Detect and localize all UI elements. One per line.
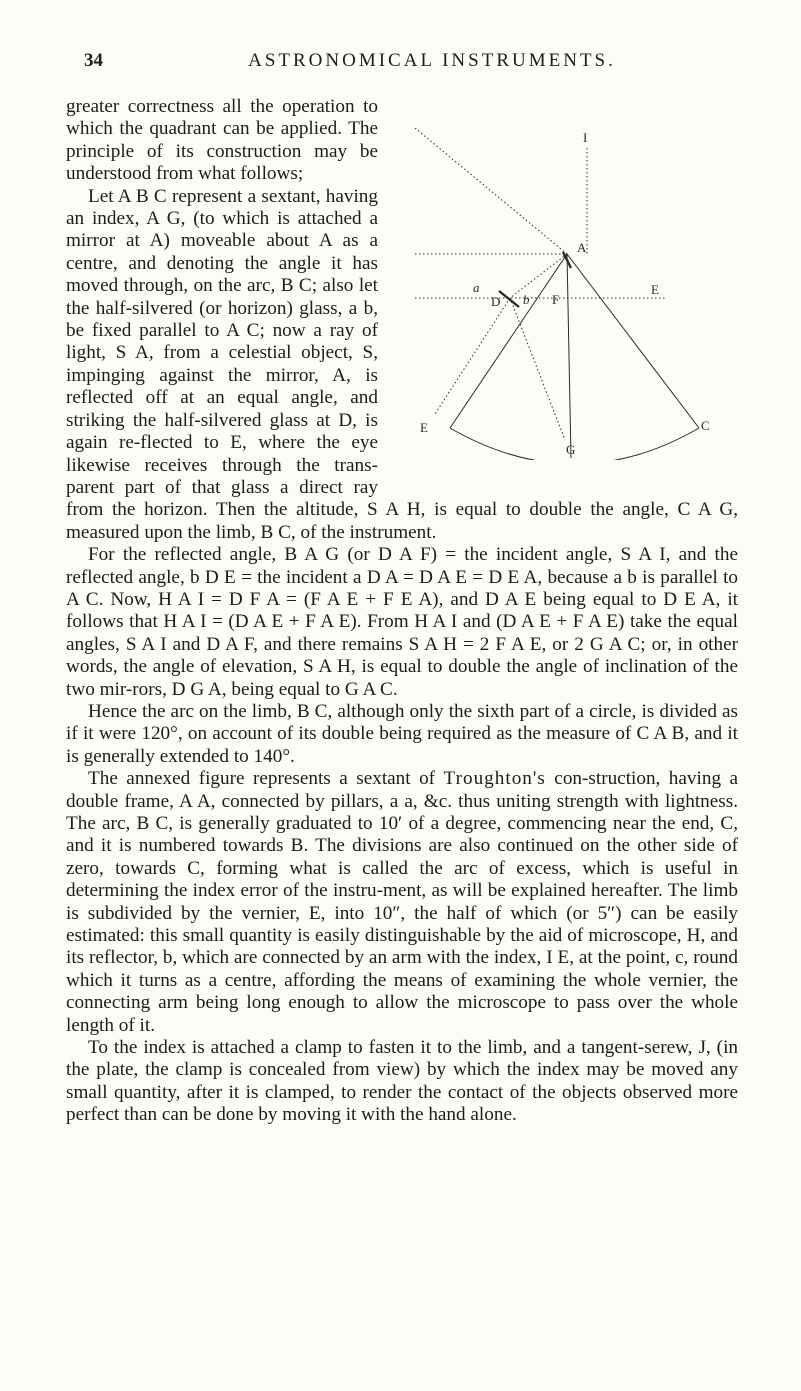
ray-sa — [415, 128, 567, 254]
paragraph-proof: For the reflected angle, B A G (or D A F) = the incident angle, S A I, and the reflected angle, b D E = the incident a D A = D A E = D E A, because a b is parallel to A C. Now, H A I = D F A = (F A E + F E A), and D A E being equal to D E A, it follows that H A I = (D A E + F A E). From H A I and (D A E + F A E) take the equal angles, S A I and D A F, and there remains S A H = 2 F A E, or 2 G A C; or, in other words, the angle of elevation, S A H, is equal to double the angle of inclination of the two mir-rors, D G A, being equal to G A C. — [66, 544, 738, 700]
paragraph-troughton — [66, 768, 738, 1037]
label-e-lower: E — [420, 420, 428, 435]
paragraph-arc-division: Hence the arc on the limb, B C, although only the sixth part of a circle, is divided as if it were 120°, on account of its double being required as the measure of C A B, and it is generally extended to 140°. — [66, 700, 738, 767]
label-b: b — [523, 292, 530, 307]
label-i: I — [583, 130, 588, 145]
running-title: ASTRONOMICAL INSTRUMENTS. — [248, 50, 616, 71]
sextant-diagram — [415, 128, 735, 460]
troughton-body-text: con-struction, having a double frame, A A, connected by pillars, a a, &c. thus uniting strength with lightness. The arc, B C, is generally graduated to 10′ of a degree, commencing near the end, C, and it is numbered towards B. The divisions are also continued on the other side of zero, towards C, forming what is called the arc of excess, which is useful in determining the index error of the instru-ment, as will be explained hereafter. The limb is subdivided by the vernier, E, into 10″, the half of which (or 5″) can be easily estimated: this small quantity is easily distinguishable by the aid of microscope, H, and its reflector, b, which are connected by an arm with the index, I E, at the point, c, round which it turns as a centre, affording the means of examining the whole vernier, the connecting arm being long enough to allow the microscope to pass over the whole length of it. — [66, 768, 739, 1036]
page-header — [84, 50, 724, 80]
label-c: C — [701, 418, 710, 433]
label-a-upper: A — [577, 240, 587, 255]
label-g: G — [566, 442, 576, 457]
page-number: 34 — [84, 50, 103, 71]
troughton-name: Troughton's — [443, 768, 546, 790]
sextant-diagram-svg — [415, 128, 735, 460]
ray-dg — [510, 298, 565, 440]
side-ab — [450, 254, 567, 428]
label-d: D — [491, 294, 501, 309]
side-ac — [567, 254, 699, 428]
label-a-lower: a — [473, 280, 480, 295]
label-f: F — [552, 292, 560, 307]
paragraph-intro: greater correctness all the operation to which the quadrant can be applied. The principle of its construction may be understood from what follows; — [66, 96, 378, 185]
troughton-intro-text: The annexed figure represents a sextant of — [88, 768, 436, 790]
paragraph-clamp: To the index is attached a clamp to fasten it to the limb, and a tangent-serew, J, (in the plate, the clamp is concealed from view) by which the index may be moved any small quantity, after it is clamped, to render the contact of the objects observed more perfect than can be done by moving it with the hand alone. — [66, 1037, 738, 1126]
index-ag — [567, 254, 571, 458]
label-e-upper: E — [651, 282, 659, 297]
paragraph-sextant-principle: Let A B C represent a sextant, having an index, A G, (to which is attached a mirror at A) moveable about A as a centre, and denoting the angle it has moved through, on the arc, B C; also let the half-silvered (or horizon) glass, a b, be fixed parallel to A C; now a ray of light, S A, from a celestial object, S, impinging against the mirror, A, is reflected off at an equal angle, and striking the half-silvered glass at D, is again re-flected to E, where the eye likewise receives through the trans-parent part of that glass a direct ray from the horizon. Then the altitude, S A H, is equal to double the angle, C A G, measured upon the limb, B C, of the instrument. — [66, 185, 738, 543]
